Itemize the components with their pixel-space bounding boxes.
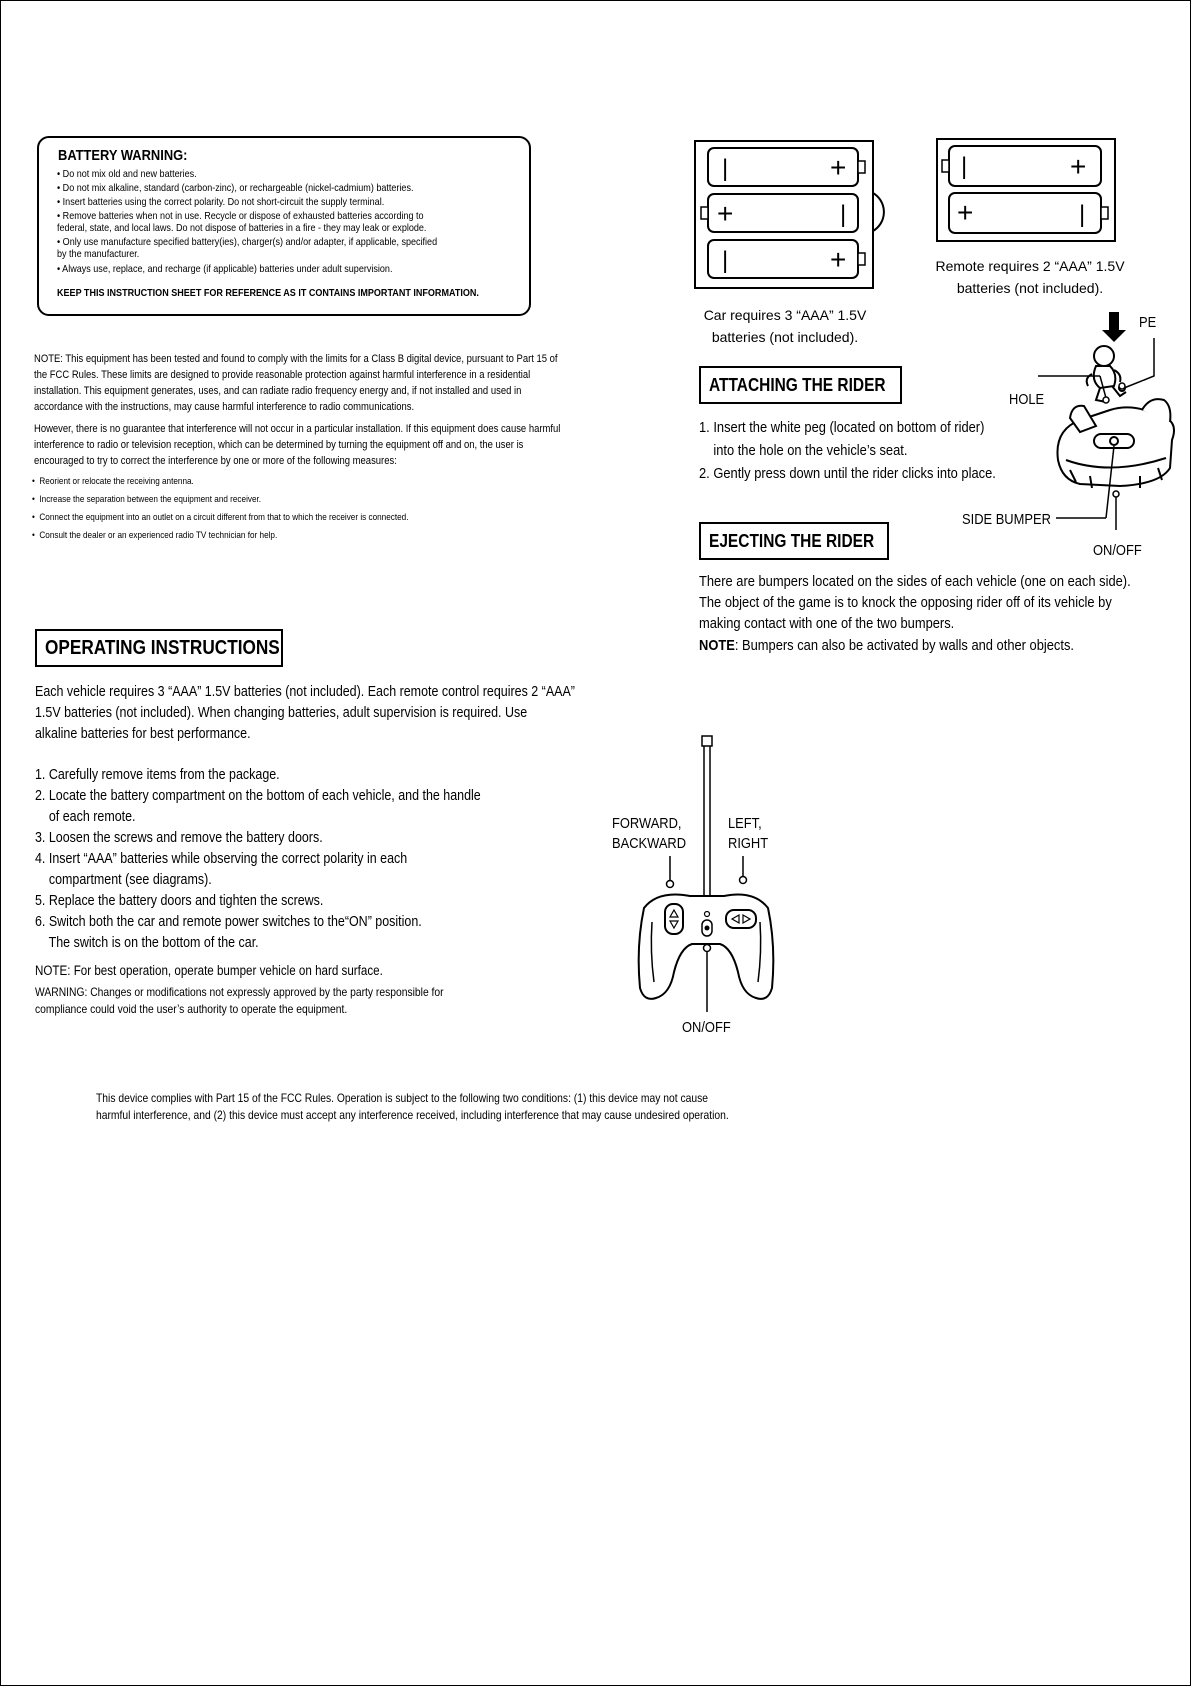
operating-intro-line: 1.5V batteries (not included). When changing batteries, adult supervision is required. Use (35, 705, 528, 721)
fcc-compliance-statement (96, 1090, 832, 1124)
list-item: 6. Switch both the car and remote power switches to the“ON” position. (35, 914, 422, 930)
forward-backward-label: FORWARD, BACKWARD (612, 815, 687, 852)
ejecting-note: NOTE: Bumpers can also be activated by walls and other objects. (699, 637, 1075, 654)
fcc-measures-list (32, 476, 470, 548)
list-item: 2. Locate the battery compartment on the bottom of each vehicle, and the handle (35, 788, 481, 804)
battery-warning-keep: KEEP THIS INSTRUCTION SHEET FOR REFERENCE AS IT CONTAINS IMPORTANT INFORMATION. (57, 287, 479, 299)
operating-intro-line: Each vehicle requires 3 “AAA” 1.5V batteries (not included). Each remote control requires 2 “AAA” (35, 684, 575, 700)
fcc-note-line: the FCC Rules. These limits are designed to provide reasonable protection against harmful interference in a residential (34, 369, 531, 381)
ejecting-rider-text (699, 571, 1191, 657)
fcc-note-line: interference to radio or television reception, which can be determined by turning the equipment off and on, the user is (34, 439, 524, 451)
list-item: into the hole on the vehicle’s seat. (699, 442, 908, 459)
caption-line: Car requires 3 “AAA” 1.5V (703, 307, 867, 323)
on-off-label: ON/OFF (1093, 542, 1142, 559)
car-battery-caption (690, 304, 880, 348)
minus-sign: | (722, 247, 729, 274)
minus-sign: | (840, 201, 847, 228)
rider-vehicle-diagram (1010, 300, 1188, 530)
operating-steps (35, 765, 553, 954)
switch-marker (1113, 491, 1119, 497)
list-item: 2. Gently press down until the rider clicks into place. (699, 465, 996, 482)
bumper-vehicle (1057, 399, 1174, 488)
battery-warning-line: federal, state, and local laws. Do not dispose of batteries in a fire - they may leak or explode. (57, 222, 427, 234)
fcc-note-line: NOTE: This equipment has been tested and found to comply with the limits for a Class B digital device, pursuant to Part 15 of (34, 353, 558, 365)
ejecting-line: The object of the game is to knock the opposing rider off of its vehicle by (699, 594, 1112, 611)
fcc-note-line: installation. This equipment generates, uses, and can radiate radio frequency energy and, if not installed and used in (34, 385, 522, 397)
attaching-rider-steps (699, 416, 1044, 485)
press-down-arrow-icon (1102, 312, 1126, 342)
left-right-stick[interactable] (726, 910, 756, 928)
operating-note: NOTE: For best operation, operate bumper vehicle on hard surface. (35, 963, 383, 978)
list-item: compartment (see diagrams). (35, 872, 212, 888)
ejecting-line: There are bumpers located on the sides of each vehicle (one on each side). (699, 573, 1131, 590)
battery-warning-box (37, 136, 531, 316)
minus-sign: | (1079, 201, 1086, 228)
remote-control-diagram (630, 732, 780, 1028)
fcc-note (34, 351, 646, 469)
minus-sign: | (961, 153, 968, 180)
list-item: 5. Replace the battery doors and tighten the screws. (35, 893, 324, 909)
list-item: 3. Loosen the screws and remove the battery doors. (35, 830, 323, 846)
battery-warning-line: • Remove batteries when not in use. Recycle or dispose of exhausted batteries according to (57, 210, 424, 222)
battery-warning-line: by the manufacturer. (57, 248, 140, 260)
side-bumper-label: SIDE BUMPER (962, 511, 1051, 528)
fcc-compliance-line: harmful interference, and (2) this device must accept any interference received, including interference that may cause undesired operation. (96, 1108, 729, 1122)
caption-line: batteries (not included). (711, 329, 859, 345)
minus-sign: | (722, 155, 729, 182)
ejecting-rider-heading: EJECTING THE RIDER (699, 522, 889, 560)
plus-sign: + (957, 197, 974, 228)
remote-battery-caption (930, 255, 1130, 299)
list-item: 1. Insert the white peg (located on bottom of rider) (699, 419, 985, 436)
operating-instructions-heading: OPERATING INSTRUCTIONS (35, 629, 283, 667)
remote-on-off-label: ON/OFF (682, 1019, 731, 1036)
battery-warning-line: • Insert batteries using the correct polarity. Do not short-circuit the supply terminal. (57, 196, 385, 208)
list-item: 1. Carefully remove items from the package. (35, 767, 280, 783)
peg-marker (1119, 383, 1125, 389)
hole-marker (1103, 397, 1109, 403)
operating-intro (35, 682, 663, 745)
fcc-compliance-line: This device complies with Part 15 of the FCC Rules. Operation is subject to the following two conditions: (1) this device may not cause (96, 1091, 709, 1105)
caption-line: batteries (not included). (956, 280, 1104, 296)
battery-warning-line: • Do not mix alkaline, standard (carbon-zinc), or rechargeable (nickel-cadmium) batteries. (57, 182, 414, 194)
operating-warning-line: compliance could void the user’s authority to operate the equipment. (35, 1002, 348, 1016)
operating-intro-line: alkaline batteries for best performance. (35, 726, 251, 742)
list-item: • Reorient or relocate the receiving antenna. (32, 476, 194, 487)
hole-label: HOLE (1009, 391, 1045, 408)
peg-label: PE (1139, 314, 1157, 331)
caption-line: Remote requires 2 “AAA” 1.5V (935, 258, 1125, 274)
operating-warning (35, 984, 510, 1018)
operating-warning-line: WARNING: Changes or modifications not expressly approved by the party responsible for (35, 985, 444, 999)
list-item: • Increase the separation between the equipment and receiver. (32, 494, 262, 505)
left-right-label: LEFT, RIGHT (728, 815, 769, 852)
battery-warning-line: • Always use, replace, and recharge (if applicable) batteries under adult supervision. (57, 263, 393, 275)
plus-sign: + (830, 244, 847, 275)
list-item: The switch is on the bottom of the car. (35, 935, 259, 951)
battery-warning-line: • Do not mix old and new batteries. (57, 168, 197, 180)
rider-figure (1087, 346, 1126, 402)
battery-warning-title: BATTERY WARNING: (58, 147, 188, 164)
plus-sign: + (1070, 151, 1087, 182)
fcc-note-line: encouraged to try to correct the interference by one or more of the following measures: (34, 455, 397, 467)
list-item: 4. Insert “AAA” batteries while observing the correct polarity in each (35, 851, 408, 867)
plus-sign: + (717, 198, 734, 229)
fcc-note-line: However, there is no guarantee that interference will not occur in a particular installation. If this equipment does cause harmful (34, 423, 561, 435)
list-item: • Connect the equipment into an outlet on a circuit different from that to which the receiver is connected. (32, 512, 409, 523)
car-battery-diagram (690, 138, 900, 293)
remote-battery-diagram (935, 136, 1120, 244)
battery-warning-line: • Only use manufacture specified battery(ies), charger(s) and/or adapter, if applicable, specified (57, 236, 438, 248)
plus-sign: + (830, 152, 847, 183)
forward-backward-stick[interactable] (665, 904, 683, 934)
ejecting-line: making contact with one of the two bumpers. (699, 615, 955, 632)
list-item: of each remote. (35, 809, 136, 825)
list-item: • Consult the dealer or an experienced radio TV technician for help. (32, 530, 278, 541)
antenna-tip (702, 736, 712, 746)
fcc-note-line: accordance with the instructions, may cause harmful interference to radio communications. (34, 401, 415, 413)
attaching-rider-heading: ATTACHING THE RIDER (699, 366, 902, 404)
